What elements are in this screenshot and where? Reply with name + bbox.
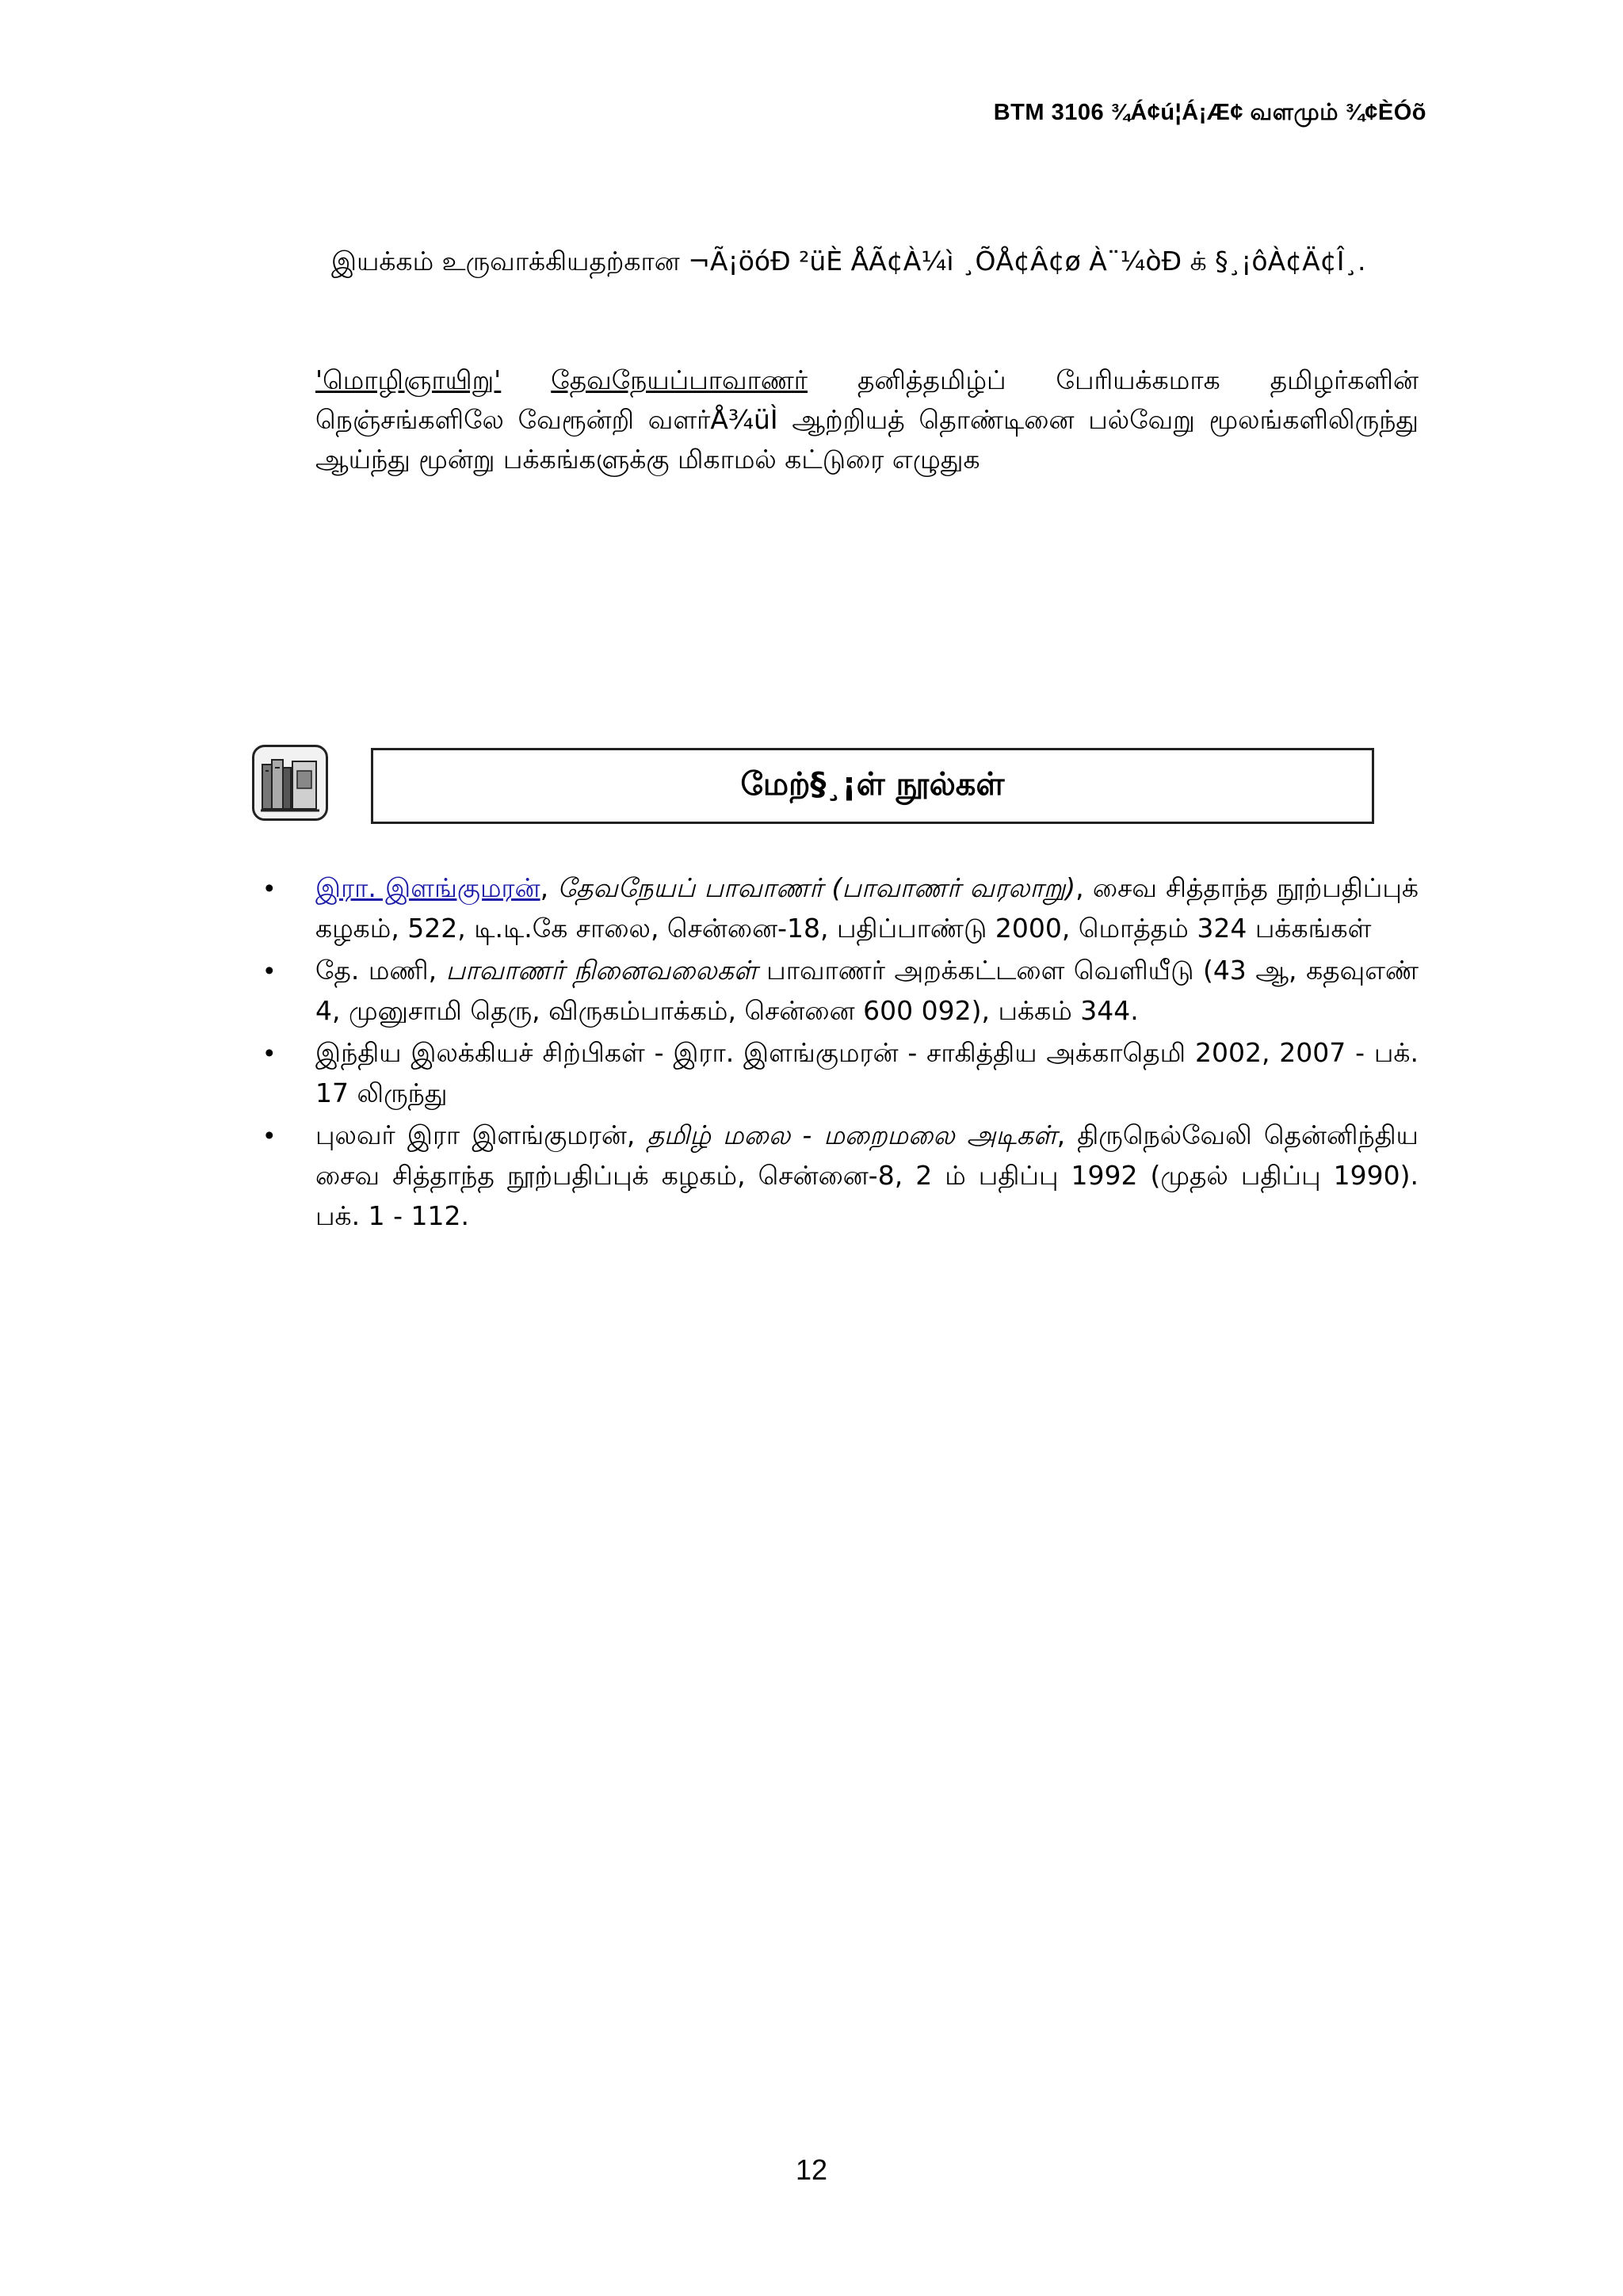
assignment-paragraph	[315, 360, 1419, 479]
separator: ,	[540, 872, 558, 903]
reference-details: பாவாணர் அறக்கட்டளை வெளியீடு (43 ஆ, கதவுஎண் 4, முனுசாமி தெரு, விருகம்பாக்கம், சென்னை 600 092), பக்கம் 344.	[315, 955, 1419, 1026]
author-name: புலவர் இரா இளங்குமரன்	[315, 1119, 627, 1150]
books-icon	[252, 745, 328, 821]
reference-item	[252, 950, 1419, 1031]
page-number: 12	[795, 2153, 828, 2186]
references-title: மேற்§¸¡ள் நூல்கள்	[371, 748, 1374, 824]
topic-term: 'மொழிஞாயிறு'	[315, 364, 502, 395]
author-name: தே. மணி	[315, 955, 429, 986]
reference-details: , திருநெல்வேலி தென்னிந்திய சைவ சித்தாந்த நூற்பதிப்புக் கழகம், சென்னை-8, 2 ம் பதிப்பு 1992 (முதல் பதிப்பு 1990). பக். 1 - 112.	[315, 1119, 1419, 1231]
reference-details: , சைவ சித்தாந்த நூற்பதிப்புக் கழகம், 522, டி.டி.கே சாலை, சென்னை-18, பதிப்பாண்டு 2000, மொத்தம் 324 பக்கங்கள்	[315, 872, 1419, 944]
reference-list	[252, 868, 1419, 1238]
reference-item	[252, 1115, 1419, 1236]
separator: ,	[626, 1119, 647, 1150]
book-title: தமிழ் மலை - மறைமலை அடிகள்	[647, 1119, 1057, 1150]
book-title: பாவாணர் நினைவலைகள்	[445, 955, 758, 986]
running-header: BTM 3106 ¾Á¢ú¦Á¡Æ¢ வளமும் ¾¢ÈÓõ	[993, 100, 1426, 125]
reference-text: இந்திய இலக்கியச் சிற்பிகள் - இரா. இளங்குமரன் - சாகித்திய அக்காதெமி 2002, 2007 - பக். 17 லிருந்து	[315, 1037, 1419, 1108]
intro-paragraph: இயக்கம் உருவாக்கியதற்கான ¬Ã¡öóÐ ²üÈ ÅÃ¢À¼ì ¸ÕÅ¢Â¢ø À¨¼òÐ க் §¸¡ôÀ¢Ä¢Î¸.	[331, 246, 1366, 277]
book-title: தேவநேயப் பாவாணர் (பாவாணர் வரலாறு)	[557, 872, 1076, 903]
assignment-text: தனித்தமிழ்ப் பேரியக்கமாக தமிழர்களின் நெஞ்சங்களிலே வேரூன்றி வளர்Å¾üÌ ஆற்றியத் தொண்டினை பல்வேறு மூலங்களிலிருந்து ஆய்ந்து மூன்று பக்கங்களுக்கு மிகாமல் கட்டுரை எழுதுக	[315, 364, 1419, 475]
reference-item	[252, 1032, 1419, 1113]
references-heading-block	[252, 745, 1374, 827]
separator: ,	[428, 955, 446, 986]
topic-person: தேவநேயப்பாவாணர்	[551, 364, 808, 395]
reference-item	[252, 868, 1419, 948]
author-link[interactable]: இரா. இளங்குமரன்	[315, 872, 540, 903]
